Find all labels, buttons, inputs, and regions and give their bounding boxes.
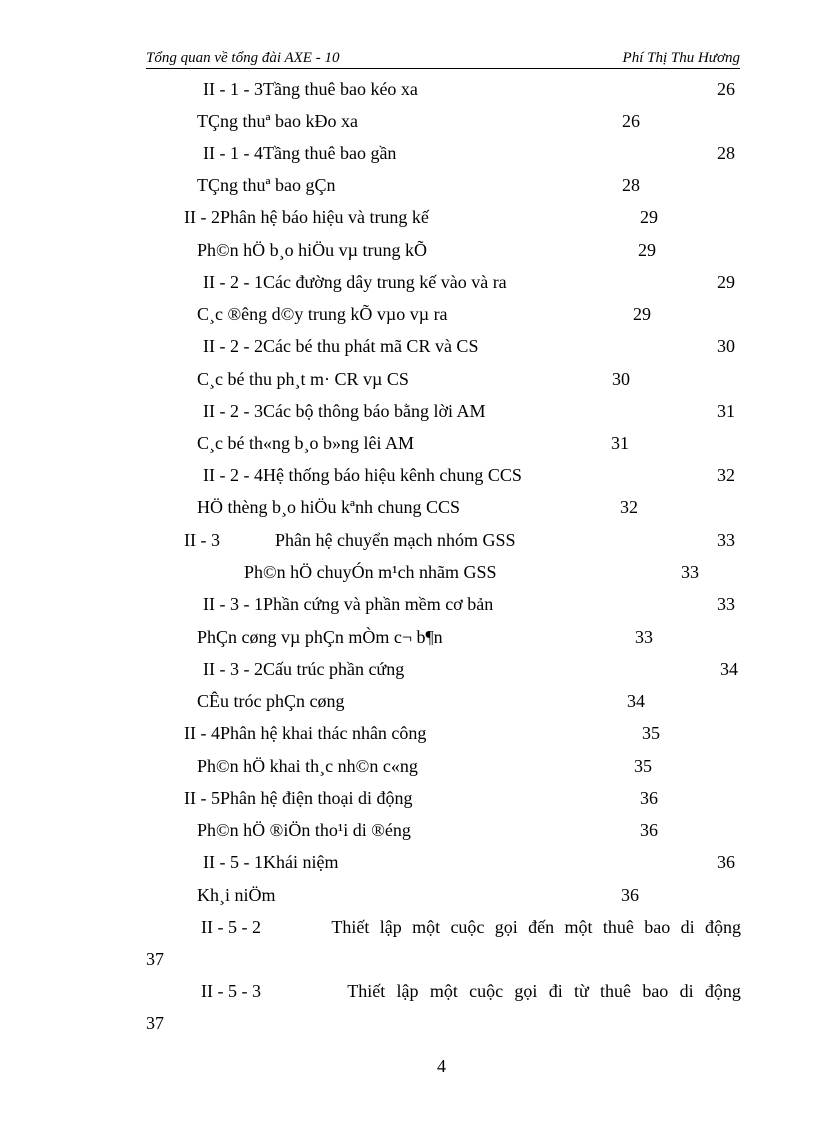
- toc-page: 32: [620, 497, 638, 517]
- toc-entry: II - 5Phân hệ điện thoại di động: [184, 788, 413, 808]
- toc-page: 26: [717, 79, 735, 99]
- toc-word: thuê: [600, 981, 632, 1001]
- toc-word: gọi: [494, 917, 518, 937]
- toc-entry: C¸c bé th«ng b¸o b»ng lêi AM: [197, 433, 414, 453]
- toc-entry: II - 5 - 1Khái niệm: [203, 852, 339, 872]
- toc-page: 28: [622, 175, 640, 195]
- toc-page: 31: [717, 401, 735, 421]
- toc-entry: II - 2Phân hệ báo hiệu và trung kế: [184, 207, 429, 227]
- toc-page: 37: [146, 1013, 164, 1033]
- toc-entry: II - 3 - 1Phần cứng và phần mềm cơ bản: [203, 594, 494, 614]
- toc-page: 33: [717, 530, 735, 550]
- toc-page: 34: [720, 659, 738, 679]
- toc-page: 36: [621, 885, 639, 905]
- toc-entry: Phân hệ chuyển mạch nhóm GSS: [275, 530, 516, 550]
- toc-entry: Ph©n hÖ chuyÓn m¹ch nhãm GSS: [244, 562, 497, 582]
- toc-word: một: [412, 917, 441, 937]
- toc-entry: II - 2 - 3Các bộ thông báo bằng lời AM: [203, 401, 486, 421]
- toc-entry: II - 1 - 4Tầng thuê bao gần: [203, 143, 397, 163]
- toc-entry: II - 2 - 4Hệ thống báo hiệu kênh chung CCS: [203, 465, 522, 485]
- toc-page: 29: [638, 240, 656, 260]
- toc-page: 30: [612, 369, 630, 389]
- toc-page: 36: [640, 820, 658, 840]
- toc-entry: II - 1 - 3Tầng thuê bao kéo xa: [203, 79, 418, 99]
- toc-word: bao: [644, 917, 671, 937]
- toc-entry-number: II - 5 - 2: [201, 917, 261, 937]
- toc-entry-justified: [201, 980, 741, 1002]
- toc-word: động: [704, 981, 741, 1001]
- toc-entry-number: II - 5 - 3: [201, 981, 261, 1001]
- toc-word: đi: [548, 981, 563, 1001]
- toc-word: gọi: [514, 981, 538, 1001]
- toc-entry: II - 2 - 2Các bé thu phát mã CR và CS: [203, 336, 479, 356]
- toc-word: Thiết: [331, 917, 370, 937]
- toc-entry: Ph©n hÖ b¸o hiÖu vµ trung kÕ: [197, 240, 428, 260]
- toc-entry: C¸c bé thu ph¸t m· CR vµ CS: [197, 369, 409, 389]
- toc-entry: PhÇn cøng vµ phÇn mÒm c¬ b¶n: [197, 627, 443, 647]
- toc-page: 33: [635, 627, 653, 647]
- toc-entry: HÖ thèng b¸o hiÖu kªnh chung CCS: [197, 497, 460, 517]
- toc-page: 32: [717, 465, 735, 485]
- toc-word: cuộc: [450, 917, 485, 937]
- toc-word: động: [704, 917, 741, 937]
- toc-entry-number: II - 3: [184, 530, 220, 550]
- toc-page: 34: [627, 691, 645, 711]
- toc-word: Thiết: [347, 981, 386, 1001]
- toc-entry: TÇng thuª bao kÐo xa: [197, 111, 358, 131]
- toc-word: di: [679, 981, 694, 1001]
- toc-word: một: [429, 981, 458, 1001]
- toc-entry: C¸c ®êng d©y trung kÕ vµo vµ ra: [197, 304, 448, 324]
- toc-word: thuê: [602, 917, 634, 937]
- toc-page: 26: [622, 111, 640, 131]
- toc-word: lập: [379, 917, 402, 937]
- toc-entry: II - 4Phân hệ khai thác nhân công: [184, 723, 427, 743]
- page-number: 4: [437, 1056, 446, 1076]
- toc-page: 31: [611, 433, 629, 453]
- toc-page: 36: [640, 788, 658, 808]
- toc-page: 35: [634, 756, 652, 776]
- toc-word: lập: [396, 981, 419, 1001]
- header-title: Tổng quan về tổng đài AXE - 10: [146, 50, 340, 66]
- toc-page: 36: [717, 852, 735, 872]
- toc-word: cuộc: [469, 981, 504, 1001]
- toc-word: di: [680, 917, 695, 937]
- toc-page: 29: [717, 272, 735, 292]
- toc-page: 29: [633, 304, 651, 324]
- toc-page: 33: [717, 594, 735, 614]
- toc-page: 35: [642, 723, 660, 743]
- toc-entry-justified: [201, 916, 741, 938]
- toc-page: 29: [640, 207, 658, 227]
- toc-entry: II - 2 - 1Các đường dây trung kế vào và ra: [203, 272, 507, 292]
- toc-page: 33: [681, 562, 699, 582]
- toc-word: đến: [528, 917, 555, 937]
- toc-page: 37: [146, 949, 164, 969]
- toc-page: 30: [717, 336, 735, 356]
- toc-entry: Kh¸i niÖm: [197, 885, 276, 905]
- toc-entry: Ph©n hÖ ®iÖn tho¹i di ®éng: [197, 820, 411, 840]
- toc-word: bao: [642, 981, 669, 1001]
- toc-word: một: [564, 917, 593, 937]
- toc-entry: II - 3 - 2Cấu trúc phần cứng: [203, 659, 405, 679]
- toc-entry: TÇng thuª bao gÇn: [197, 175, 336, 195]
- header-author: Phí Thị Thu Hương: [622, 50, 740, 66]
- toc-page: 28: [717, 143, 735, 163]
- toc-entry: CÊu tróc phÇn cøng: [197, 691, 345, 711]
- page-header: [146, 48, 740, 69]
- toc-word: từ: [573, 981, 589, 1001]
- toc-entry: Ph©n hÖ khai th¸c nh©n c«ng: [197, 756, 418, 776]
